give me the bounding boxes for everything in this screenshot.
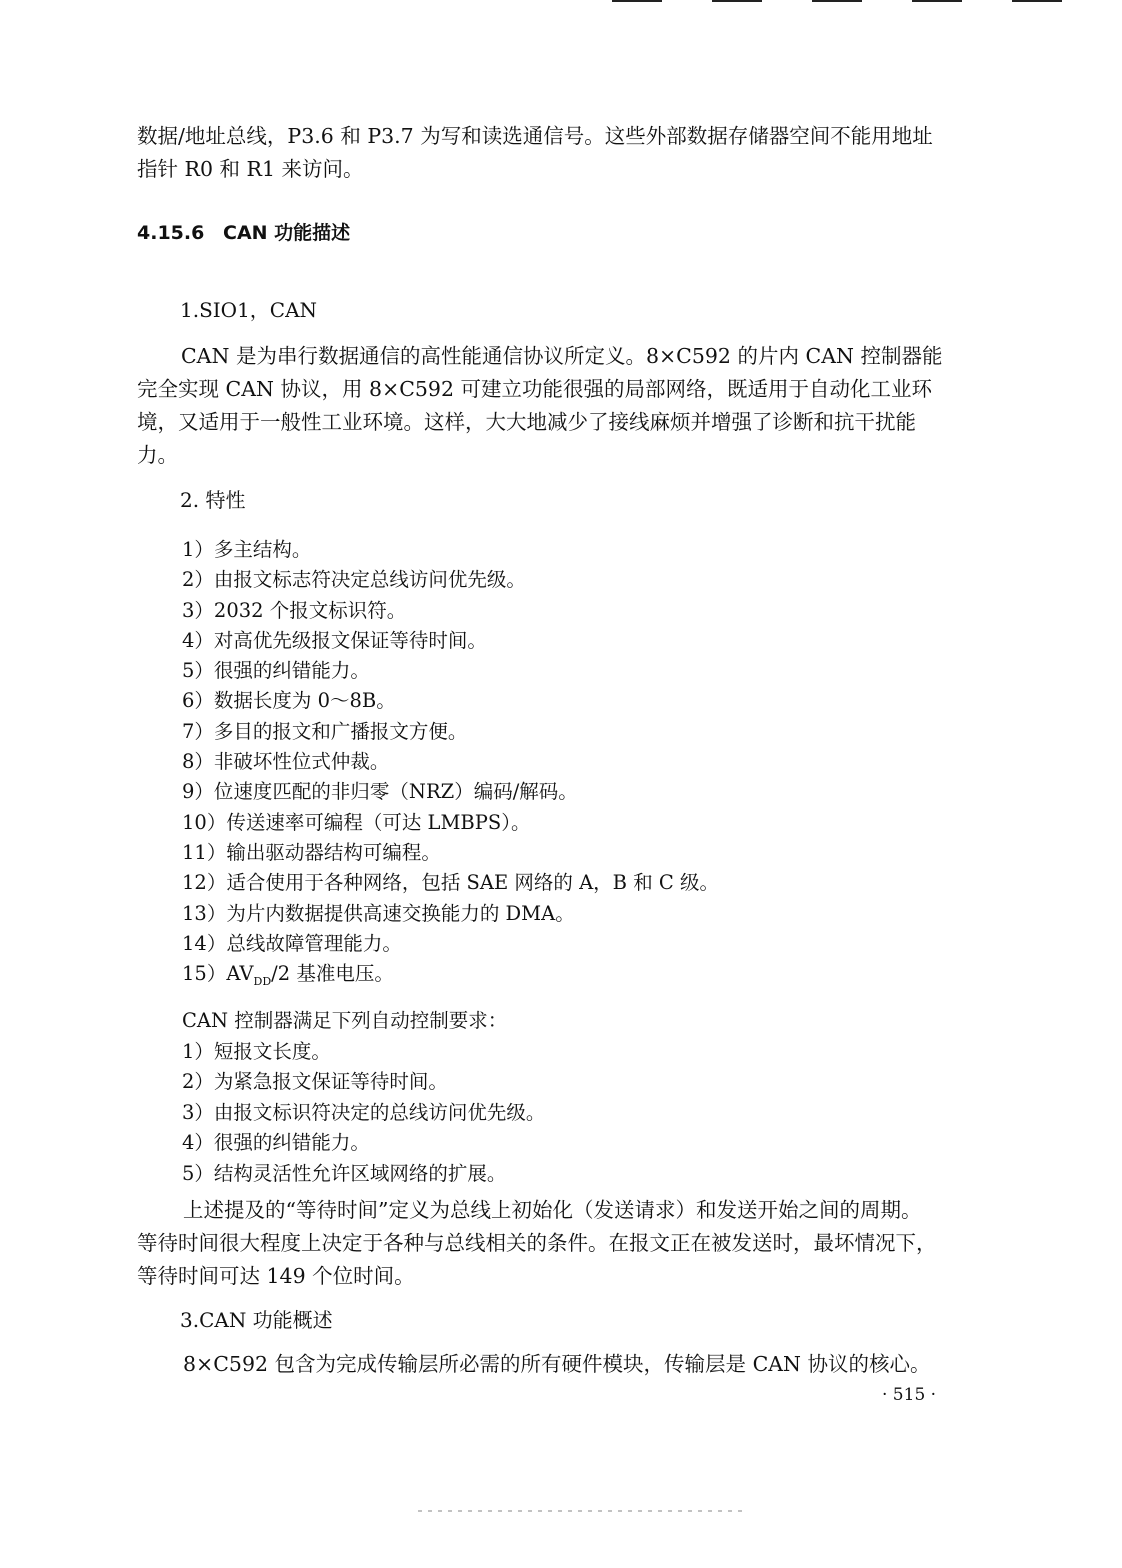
list-item: 1）多主结构。: [182, 538, 312, 561]
subheading-features: 2. 特性: [180, 488, 246, 512]
list-item: 11）输出驱动器结构可编程。: [182, 840, 441, 864]
list-item: 6）数据长度为 0～8B。: [182, 689, 396, 713]
text-line: 力。: [137, 443, 178, 467]
paragraph-wait-time: [137, 1194, 967, 1293]
scan-artifact: [418, 1510, 748, 1512]
paragraph-bus: [137, 120, 967, 186]
list-item: 3）由报文标识符决定的总线访问优先级。: [182, 1100, 546, 1124]
section-number: 4.15.6: [137, 222, 205, 244]
list-item: 2）为紧急报文保证等待时间。: [182, 1070, 448, 1093]
list-item: 9）位速度匹配的非归零（NRZ）编码/解码。: [182, 780, 578, 804]
text-line: 境，又适用于一般性工业环境。这样，大大地减少了接线麻烦并增强了诊断和抗干扰能: [137, 410, 916, 434]
list-item: 2）由报文标志符决定总线访问优先级。: [182, 568, 526, 592]
text-line: 等待时间可达 149 个位时间。: [137, 1264, 415, 1288]
text-line: 8×C592 包含为完成传输层所必需的所有硬件模块，传输层是 CAN 协议的核心。: [183, 1352, 931, 1376]
text-line: 数据/地址总线，P3.6 和 P3.7 为写和读选通信号。这些外部数据存储器空间不能用地址: [137, 124, 933, 148]
section-title: CAN 功能描述: [223, 222, 351, 244]
list-item: 10）传送速率可编程（可达 LMBPS）。: [182, 810, 531, 834]
text-line: 等待时间很大程度上决定于各种与总线相关的条件。在报文正在被发送时，最坏情况下，: [137, 1231, 937, 1255]
paragraph-overview: [137, 1348, 967, 1381]
list-intro: CAN 控制器满足下列自动控制要求：: [182, 1009, 508, 1032]
section-heading: [137, 218, 350, 245]
list-item: 14）总线故障管理能力。: [182, 931, 402, 955]
list-item: 4）对高优先级报文保证等待时间。: [182, 628, 487, 652]
features-list: [182, 535, 982, 989]
text-line: CAN 是为串行数据通信的高性能通信协议所定义。8×C592 的片内 CAN 控制器能: [181, 344, 943, 368]
page-number: · 515 ·: [882, 1385, 937, 1405]
scan-mark: [612, 0, 662, 2]
paragraph-can-intro: [137, 340, 967, 472]
scan-mark: [912, 0, 962, 2]
list-item: 1）短报文长度。: [182, 1039, 331, 1063]
text-line: 指针 R0 和 R1 来访问。: [137, 157, 364, 181]
scan-mark: [712, 0, 762, 2]
list-item: 13）为片内数据提供高速交换能力的 DMA。: [182, 901, 575, 925]
list-item: 5）结构灵活性允许区域网络的扩展。: [182, 1161, 507, 1185]
list-item: 5）很强的纠错能力。: [182, 659, 370, 683]
scan-mark: [1012, 0, 1062, 2]
list-item: 12）适合使用于各种网络，包括 SAE 网络的 A，B 和 C 级。: [182, 871, 720, 895]
subheading-sio1: 1.SIO1，CAN: [180, 298, 318, 322]
text-line: 上述提及的“等待时间”定义为总线上初始化（发送请求）和发送开始之间的周期。: [183, 1198, 922, 1222]
list-item: 4）很强的纠错能力。: [182, 1131, 370, 1154]
scan-mark: [812, 0, 862, 2]
requirements-list: [182, 1006, 982, 1189]
list-item: 8）非破坏性位式仲裁。: [182, 750, 390, 774]
subheading-overview: 3.CAN 功能概述: [180, 1308, 333, 1332]
list-item: 3）2032 个报文标识符。: [182, 598, 407, 622]
list-item: $15)AV_{DD}/2$ 基准电压。: [182, 962, 394, 989]
text-line: 完全实现 CAN 协议，用 8×C592 可建立功能很强的局部网络，既适用于自动化工业环: [137, 377, 933, 401]
list-item: 7）多目的报文和广播报文方便。: [182, 719, 468, 743]
